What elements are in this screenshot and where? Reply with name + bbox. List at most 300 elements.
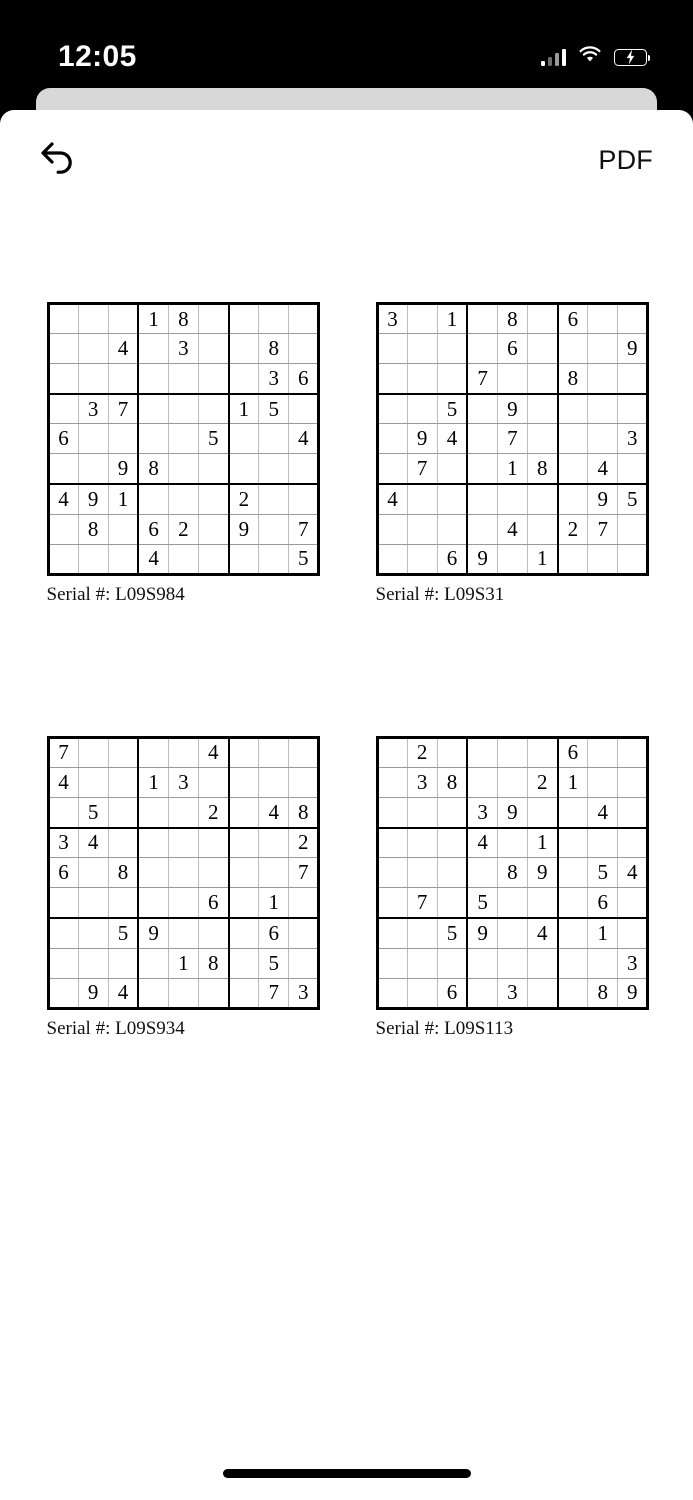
sudoku-cell[interactable] [437,334,467,364]
sudoku-cell[interactable] [467,514,497,544]
sudoku-cell[interactable] [437,454,467,484]
sudoku-cell[interactable]: 6 [289,364,319,394]
sudoku-cell[interactable]: 9 [527,858,557,888]
sudoku-cell[interactable] [618,514,648,544]
sudoku-cell[interactable]: 9 [78,484,108,514]
sudoku-cell[interactable] [259,484,289,514]
sudoku-cell[interactable] [407,978,437,1008]
sudoku-cell[interactable] [497,364,527,394]
sudoku-cell[interactable] [289,767,319,797]
sudoku-cell[interactable] [377,737,407,767]
sudoku-cell[interactable]: 6 [437,978,467,1008]
sudoku-cell[interactable] [229,767,259,797]
sudoku-cell[interactable] [78,858,108,888]
sudoku-cell[interactable]: 7 [497,424,527,454]
sudoku-cell[interactable] [138,737,168,767]
sudoku-cell[interactable] [229,978,259,1008]
sudoku-cell[interactable] [467,858,497,888]
sudoku-cell[interactable] [168,737,198,767]
sudoku-cell[interactable] [407,394,437,424]
sudoku-cell[interactable] [467,394,497,424]
sudoku-cell[interactable] [168,484,198,514]
sudoku-cell[interactable]: 9 [407,424,437,454]
sudoku-cell[interactable] [377,544,407,574]
sudoku-cell[interactable] [558,334,588,364]
sudoku-cell[interactable] [437,858,467,888]
sudoku-cell[interactable] [407,484,437,514]
sudoku-cell[interactable] [497,767,527,797]
sudoku-cell[interactable] [198,918,228,948]
sudoku-cell[interactable]: 5 [289,544,319,574]
sudoku-cell[interactable] [198,544,228,574]
sudoku-cell[interactable] [467,304,497,334]
sudoku-cell[interactable] [168,978,198,1008]
sudoku-cell[interactable] [229,424,259,454]
sudoku-cell[interactable] [168,828,198,858]
sudoku-cell[interactable] [377,334,407,364]
sudoku-cell[interactable] [527,514,557,544]
sudoku-cell[interactable] [377,454,407,484]
sudoku-cell[interactable] [48,394,78,424]
sudoku-cell[interactable]: 9 [467,544,497,574]
sudoku-cell[interactable] [377,767,407,797]
sudoku-cell[interactable]: 2 [229,484,259,514]
sudoku-cell[interactable] [168,858,198,888]
sudoku-cell[interactable] [407,514,437,544]
sudoku-cell[interactable]: 9 [618,334,648,364]
sudoku-cell[interactable] [229,918,259,948]
sudoku-cell[interactable]: 2 [198,798,228,828]
sudoku-cell[interactable] [588,424,618,454]
sudoku-cell[interactable] [138,798,168,828]
sudoku-cell[interactable] [108,767,138,797]
sudoku-cell[interactable] [558,484,588,514]
sudoku-cell[interactable]: 7 [289,514,319,544]
sudoku-cell[interactable]: 6 [259,918,289,948]
sudoku-cell[interactable] [437,514,467,544]
sudoku-cell[interactable] [618,454,648,484]
sudoku-cell[interactable] [78,544,108,574]
sudoku-cell[interactable]: 6 [48,858,78,888]
sudoku-cell[interactable] [108,888,138,918]
sudoku-cell[interactable]: 1 [108,484,138,514]
sudoku-cell[interactable] [558,918,588,948]
sudoku-cell[interactable] [527,888,557,918]
sudoku-cell[interactable] [527,737,557,767]
sudoku-cell[interactable] [588,737,618,767]
sudoku-cell[interactable]: 1 [588,918,618,948]
sudoku-cell[interactable]: 1 [229,394,259,424]
sudoku-cell[interactable] [259,828,289,858]
sudoku-cell[interactable] [497,828,527,858]
sudoku-cell[interactable] [229,858,259,888]
sudoku-cell[interactable] [618,828,648,858]
sudoku-cell[interactable] [108,737,138,767]
sudoku-grid-2[interactable] [47,736,321,1010]
sudoku-cell[interactable] [407,364,437,394]
sudoku-cell[interactable] [48,544,78,574]
sudoku-cell[interactable]: 4 [497,514,527,544]
sudoku-cell[interactable] [259,858,289,888]
sudoku-cell[interactable] [48,888,78,918]
sudoku-cell[interactable] [377,394,407,424]
sudoku-cell[interactable] [108,828,138,858]
sudoku-cell[interactable] [467,948,497,978]
sudoku-cell[interactable]: 9 [618,978,648,1008]
sudoku-cell[interactable]: 9 [588,484,618,514]
sudoku-cell[interactable]: 6 [198,888,228,918]
sudoku-cell[interactable] [229,828,259,858]
sudoku-grid-0[interactable] [47,302,321,576]
sudoku-cell[interactable] [48,798,78,828]
sudoku-cell[interactable] [377,798,407,828]
sudoku-cell[interactable] [618,304,648,334]
sudoku-cell[interactable] [138,828,168,858]
sudoku-cell[interactable] [198,394,228,424]
sudoku-cell[interactable]: 9 [497,798,527,828]
sudoku-cell[interactable] [259,514,289,544]
sudoku-cell[interactable] [527,484,557,514]
sudoku-cell[interactable] [588,948,618,978]
sudoku-cell[interactable] [377,364,407,394]
sudoku-cell[interactable]: 5 [259,948,289,978]
sudoku-cell[interactable] [78,767,108,797]
sudoku-cell[interactable] [618,737,648,767]
sudoku-cell[interactable] [497,888,527,918]
sudoku-cell[interactable]: 8 [198,948,228,978]
sudoku-cell[interactable]: 3 [168,767,198,797]
sudoku-cell[interactable]: 4 [467,828,497,858]
sudoku-cell[interactable] [437,828,467,858]
sudoku-cell[interactable] [259,304,289,334]
sudoku-cell[interactable] [437,737,467,767]
sudoku-cell[interactable]: 2 [289,828,319,858]
sudoku-cell[interactable] [138,978,168,1008]
sudoku-cell[interactable]: 5 [437,394,467,424]
sudoku-cell[interactable] [588,364,618,394]
sudoku-cell[interactable] [527,304,557,334]
sudoku-cell[interactable] [48,334,78,364]
sudoku-cell[interactable] [289,394,319,424]
sudoku-cell[interactable] [198,978,228,1008]
sudoku-cell[interactable] [497,737,527,767]
sudoku-cell[interactable] [437,888,467,918]
sudoku-cell[interactable] [289,334,319,364]
sudoku-cell[interactable] [558,544,588,574]
sudoku-cell[interactable] [618,798,648,828]
sudoku-cell[interactable]: 8 [497,304,527,334]
sudoku-cell[interactable]: 8 [138,454,168,484]
sudoku-cell[interactable]: 4 [588,798,618,828]
sudoku-cell[interactable]: 3 [168,334,198,364]
sudoku-cell[interactable] [48,978,78,1008]
sudoku-cell[interactable]: 3 [377,304,407,334]
sudoku-cell[interactable] [198,484,228,514]
sudoku-cell[interactable] [437,798,467,828]
sudoku-cell[interactable] [289,918,319,948]
sudoku-cell[interactable] [527,798,557,828]
sudoku-cell[interactable] [497,918,527,948]
sudoku-cell[interactable] [618,364,648,394]
sudoku-cell[interactable] [138,334,168,364]
sudoku-cell[interactable]: 5 [588,858,618,888]
sudoku-cell[interactable]: 5 [259,394,289,424]
sudoku-cell[interactable] [407,304,437,334]
sudoku-cell[interactable]: 7 [48,737,78,767]
sudoku-cell[interactable]: 6 [558,737,588,767]
sudoku-cell[interactable]: 6 [558,304,588,334]
sudoku-cell[interactable] [138,394,168,424]
sudoku-cell[interactable] [527,948,557,978]
sudoku-cell[interactable] [467,978,497,1008]
sudoku-grid-1[interactable] [376,302,650,576]
sudoku-cell[interactable] [138,484,168,514]
sudoku-cell[interactable]: 8 [289,798,319,828]
sudoku-cell[interactable] [259,737,289,767]
sudoku-cell[interactable]: 7 [588,514,618,544]
sudoku-cell[interactable] [407,948,437,978]
sudoku-cell[interactable] [407,544,437,574]
sudoku-cell[interactable] [558,978,588,1008]
sudoku-cell[interactable] [168,454,198,484]
sudoku-cell[interactable] [437,948,467,978]
sudoku-cell[interactable] [467,454,497,484]
sudoku-cell[interactable] [168,424,198,454]
sudoku-cell[interactable]: 1 [138,304,168,334]
sudoku-cell[interactable]: 6 [588,888,618,918]
sudoku-cell[interactable] [108,544,138,574]
sudoku-cell[interactable] [198,514,228,544]
sudoku-cell[interactable] [467,424,497,454]
sudoku-cell[interactable] [168,918,198,948]
sudoku-cell[interactable] [168,364,198,394]
sudoku-cell[interactable] [377,978,407,1008]
sudoku-cell[interactable] [78,424,108,454]
sudoku-cell[interactable]: 7 [407,888,437,918]
sudoku-cell[interactable]: 4 [618,858,648,888]
sudoku-cell[interactable]: 1 [527,828,557,858]
sudoku-cell[interactable]: 3 [618,948,648,978]
sudoku-cell[interactable]: 5 [437,918,467,948]
sudoku-cell[interactable]: 4 [527,918,557,948]
sudoku-cell[interactable] [527,364,557,394]
sudoku-cell[interactable]: 8 [527,454,557,484]
sudoku-cell[interactable]: 8 [108,858,138,888]
sudoku-cell[interactable]: 1 [558,767,588,797]
sudoku-cell[interactable]: 9 [467,918,497,948]
sudoku-cell[interactable] [229,454,259,484]
sudoku-cell[interactable] [229,948,259,978]
sudoku-cell[interactable] [78,454,108,484]
sudoku-cell[interactable]: 3 [467,798,497,828]
sudoku-cell[interactable] [198,334,228,364]
sudoku-cell[interactable] [289,737,319,767]
sudoku-cell[interactable] [259,454,289,484]
sudoku-cell[interactable] [437,484,467,514]
sudoku-cell[interactable] [618,544,648,574]
sudoku-cell[interactable] [437,364,467,394]
sudoku-cell[interactable] [259,544,289,574]
sudoku-cell[interactable] [108,948,138,978]
sudoku-cell[interactable] [78,304,108,334]
sudoku-cell[interactable] [138,888,168,918]
sudoku-cell[interactable] [48,364,78,394]
sudoku-cell[interactable]: 4 [48,767,78,797]
sudoku-cell[interactable]: 3 [289,978,319,1008]
sudoku-cell[interactable] [108,424,138,454]
sudoku-cell[interactable]: 6 [437,544,467,574]
sudoku-cell[interactable]: 4 [138,544,168,574]
sudoku-cell[interactable]: 7 [289,858,319,888]
sudoku-cell[interactable] [168,888,198,918]
sudoku-cell[interactable]: 8 [588,978,618,1008]
sudoku-cell[interactable] [588,334,618,364]
sudoku-cell[interactable] [138,948,168,978]
sudoku-cell[interactable] [618,394,648,424]
sudoku-cell[interactable]: 6 [497,334,527,364]
sudoku-cell[interactable] [588,304,618,334]
sudoku-cell[interactable]: 1 [259,888,289,918]
sudoku-cell[interactable]: 8 [437,767,467,797]
sudoku-cell[interactable] [527,424,557,454]
sudoku-cell[interactable]: 4 [289,424,319,454]
sudoku-cell[interactable] [497,484,527,514]
sudoku-cell[interactable]: 7 [108,394,138,424]
sudoku-cell[interactable]: 1 [437,304,467,334]
sudoku-cell[interactable]: 9 [78,978,108,1008]
sudoku-cell[interactable] [588,767,618,797]
sudoku-cell[interactable] [289,948,319,978]
sudoku-cell[interactable] [138,364,168,394]
sudoku-cell[interactable] [198,767,228,797]
sudoku-cell[interactable] [48,918,78,948]
sudoku-cell[interactable] [138,424,168,454]
sudoku-cell[interactable]: 3 [407,767,437,797]
sudoku-cell[interactable]: 4 [259,798,289,828]
sudoku-cell[interactable]: 5 [108,918,138,948]
sudoku-cell[interactable] [198,828,228,858]
sudoku-cell[interactable]: 7 [467,364,497,394]
sudoku-cell[interactable]: 4 [108,334,138,364]
sudoku-cell[interactable]: 4 [198,737,228,767]
sudoku-cell[interactable] [558,858,588,888]
sudoku-cell[interactable] [198,454,228,484]
sudoku-cell[interactable]: 9 [108,454,138,484]
sudoku-cell[interactable] [78,948,108,978]
sudoku-cell[interactable]: 8 [558,364,588,394]
sudoku-cell[interactable] [289,888,319,918]
sudoku-cell[interactable]: 6 [138,514,168,544]
sudoku-cell[interactable] [48,304,78,334]
sudoku-cell[interactable] [78,918,108,948]
sudoku-cell[interactable] [229,334,259,364]
sudoku-cell[interactable]: 2 [558,514,588,544]
pdf-button[interactable]: PDF [598,144,653,175]
sudoku-cell[interactable] [558,948,588,978]
sudoku-cell[interactable]: 3 [618,424,648,454]
sudoku-cell[interactable]: 9 [138,918,168,948]
sudoku-cell[interactable] [108,364,138,394]
sudoku-cell[interactable] [168,544,198,574]
sudoku-cell[interactable] [527,394,557,424]
sudoku-cell[interactable]: 8 [259,334,289,364]
sudoku-cell[interactable] [467,767,497,797]
sudoku-cell[interactable] [467,334,497,364]
sudoku-cell[interactable]: 3 [78,394,108,424]
sudoku-cell[interactable] [407,858,437,888]
sudoku-cell[interactable]: 4 [377,484,407,514]
sudoku-cell[interactable] [558,424,588,454]
sudoku-cell[interactable] [588,394,618,424]
sudoku-cell[interactable] [138,858,168,888]
sudoku-cell[interactable]: 1 [168,948,198,978]
sudoku-cell[interactable]: 5 [467,888,497,918]
sudoku-cell[interactable]: 5 [618,484,648,514]
sudoku-cell[interactable] [289,454,319,484]
sudoku-cell[interactable] [108,798,138,828]
sudoku-cell[interactable] [289,304,319,334]
sudoku-cell[interactable] [407,798,437,828]
sudoku-cell[interactable] [78,888,108,918]
sudoku-cell[interactable] [229,304,259,334]
sudoku-cell[interactable]: 8 [168,304,198,334]
sudoku-cell[interactable]: 4 [78,828,108,858]
sudoku-cell[interactable] [229,364,259,394]
sudoku-cell[interactable] [467,737,497,767]
sudoku-cell[interactable]: 4 [437,424,467,454]
sudoku-cell[interactable] [168,394,198,424]
sudoku-cell[interactable] [289,484,319,514]
sudoku-cell[interactable] [198,364,228,394]
sudoku-cell[interactable] [377,828,407,858]
sudoku-cell[interactable] [558,828,588,858]
sudoku-cell[interactable] [558,454,588,484]
sudoku-cell[interactable]: 7 [407,454,437,484]
sudoku-cell[interactable]: 5 [198,424,228,454]
sudoku-cell[interactable] [229,544,259,574]
sudoku-cell[interactable] [558,394,588,424]
sudoku-cell[interactable]: 4 [108,978,138,1008]
sudoku-cell[interactable] [78,334,108,364]
sudoku-cell[interactable] [527,978,557,1008]
sudoku-cell[interactable]: 8 [78,514,108,544]
sudoku-cell[interactable] [558,798,588,828]
sudoku-cell[interactable] [229,737,259,767]
sudoku-cell[interactable] [407,334,437,364]
sudoku-cell[interactable]: 9 [229,514,259,544]
sudoku-cell[interactable] [407,918,437,948]
sudoku-cell[interactable]: 2 [168,514,198,544]
sudoku-cell[interactable] [108,514,138,544]
sudoku-cell[interactable] [259,767,289,797]
sudoku-cell[interactable] [407,828,437,858]
sudoku-grid-3[interactable] [376,736,650,1010]
sudoku-cell[interactable] [558,888,588,918]
sudoku-cell[interactable] [48,454,78,484]
sudoku-cell[interactable] [259,424,289,454]
sudoku-cell[interactable]: 5 [78,798,108,828]
sudoku-cell[interactable] [588,544,618,574]
sudoku-cell[interactable] [527,334,557,364]
back-button[interactable] [36,137,82,183]
sudoku-cell[interactable] [198,858,228,888]
sudoku-cell[interactable] [48,514,78,544]
sudoku-cell[interactable] [467,484,497,514]
sudoku-cell[interactable] [48,948,78,978]
sudoku-cell[interactable]: 9 [497,394,527,424]
sudoku-cell[interactable]: 1 [138,767,168,797]
sudoku-cell[interactable]: 4 [48,484,78,514]
